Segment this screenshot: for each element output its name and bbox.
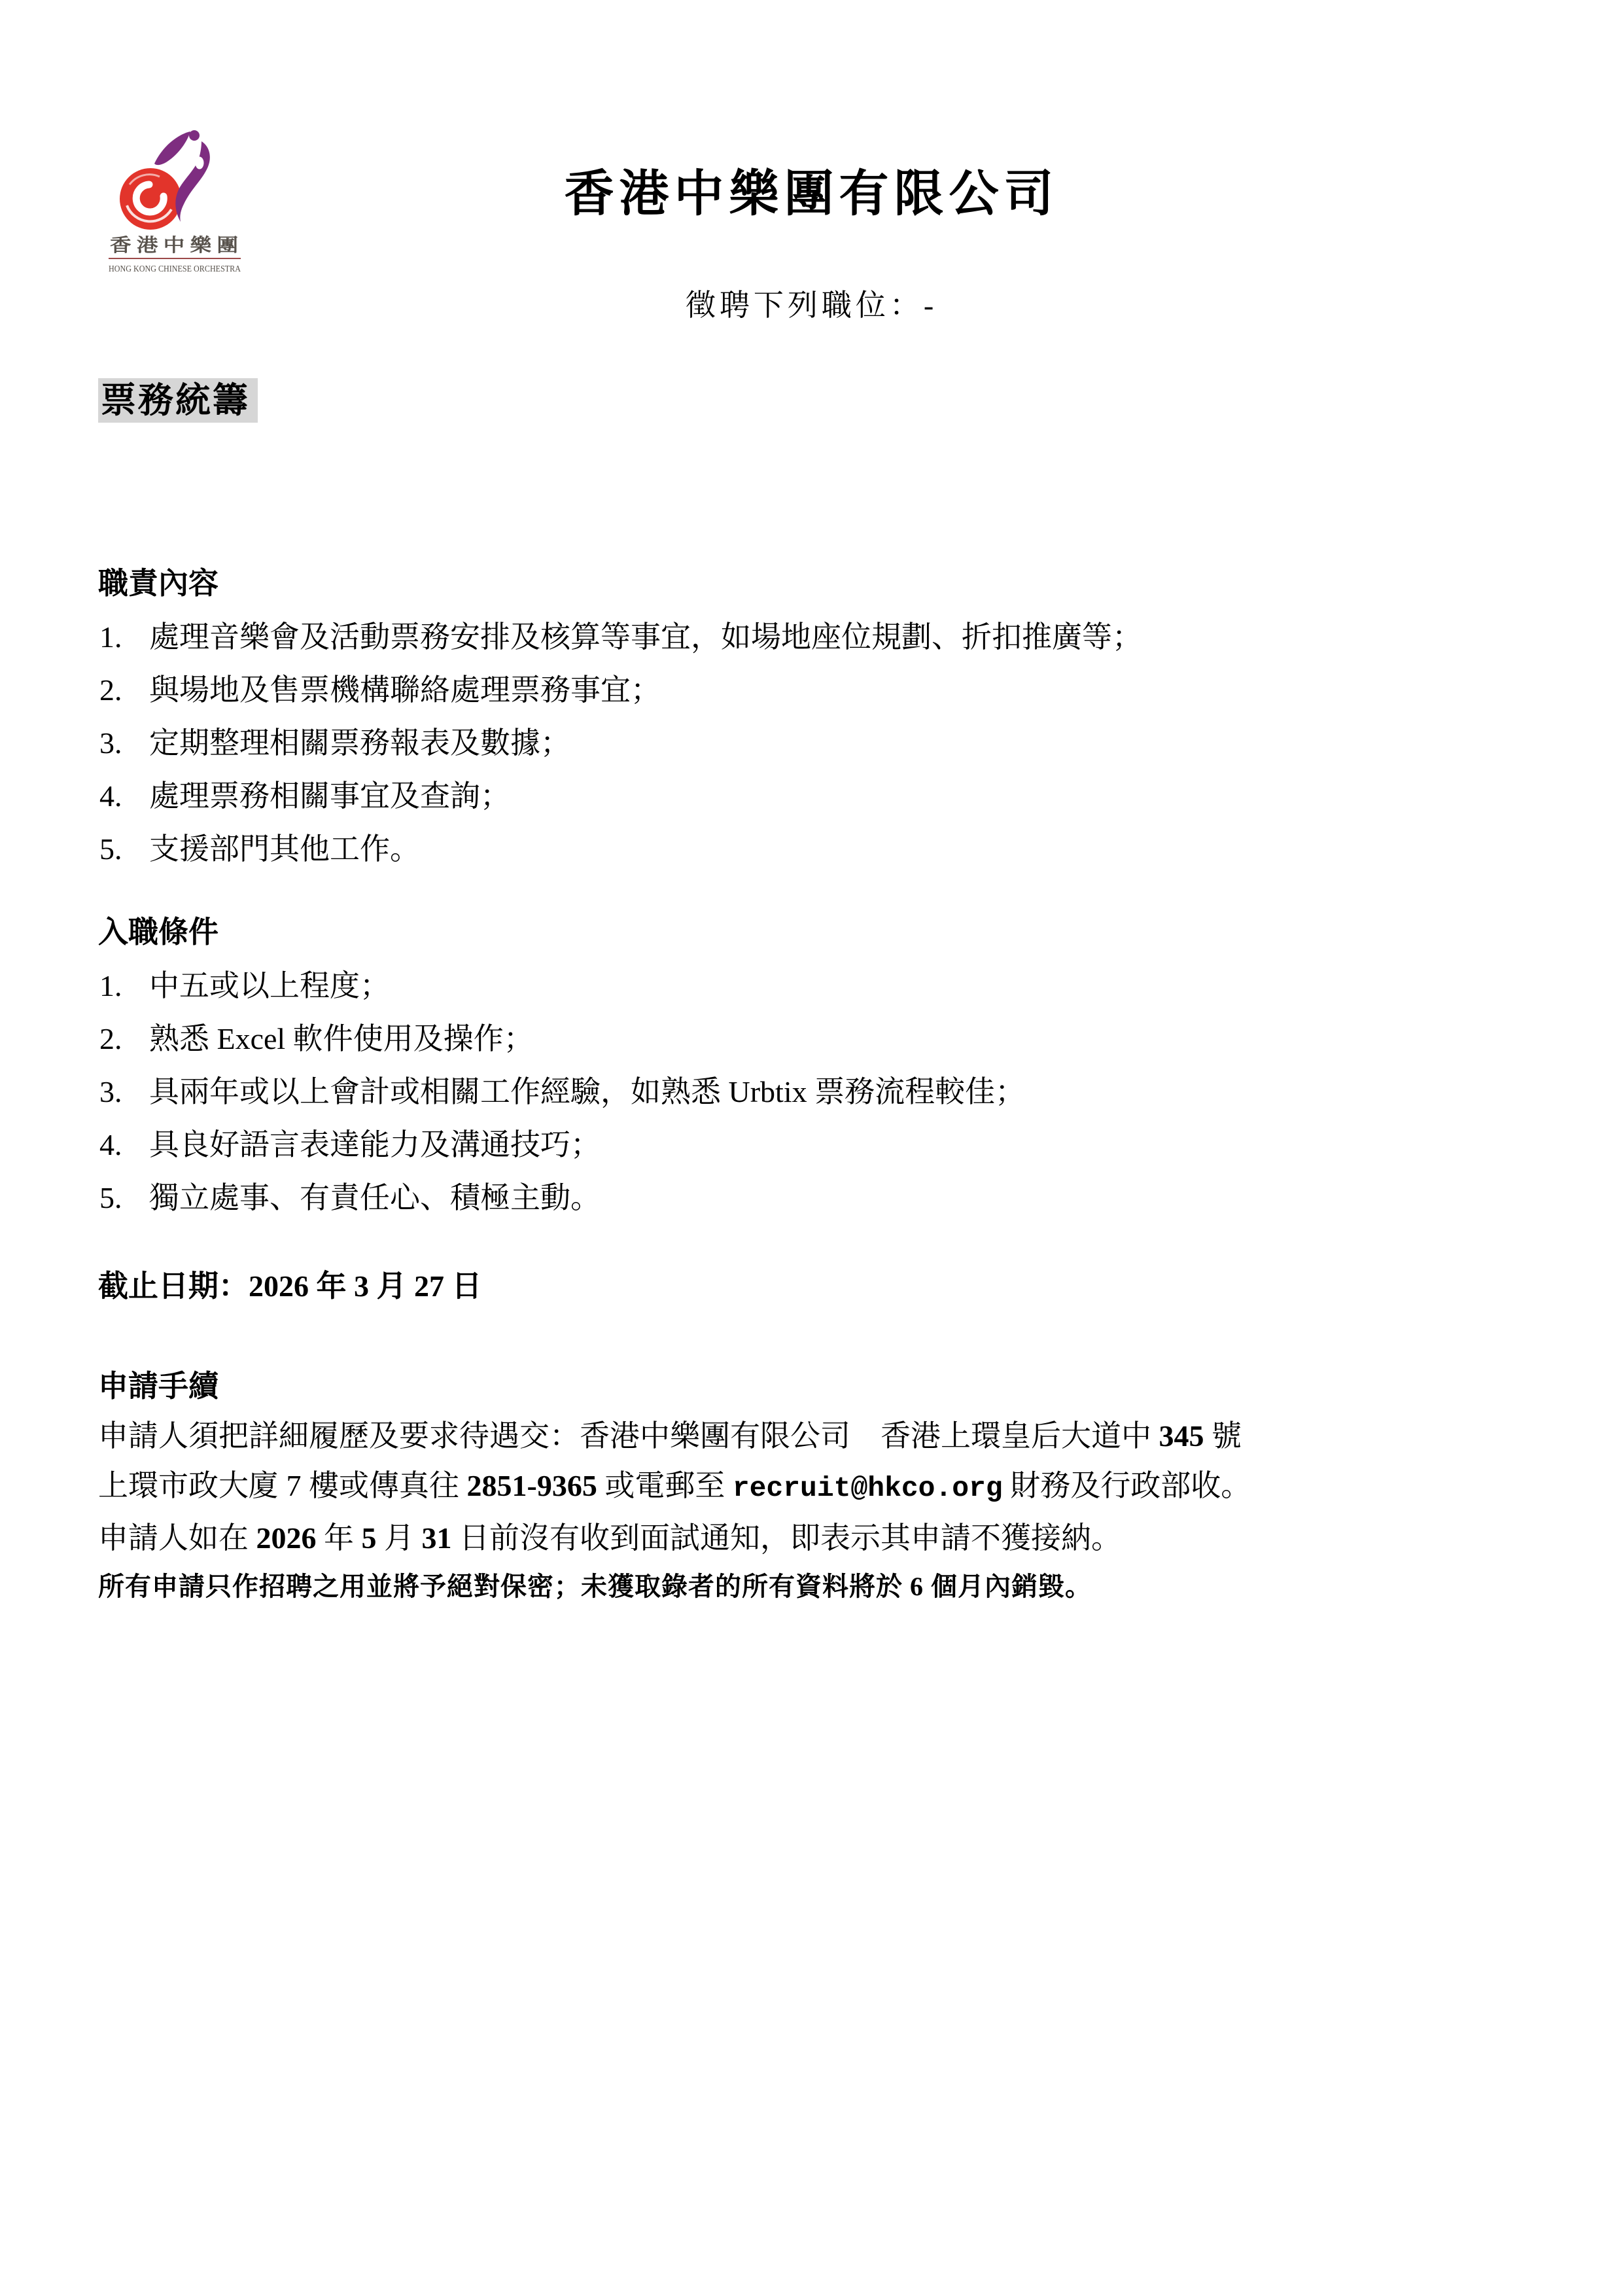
logo-english-name: HONG KONG CHINESE ORCHESTRA bbox=[109, 264, 241, 274]
page-title: 香港中樂團有限公司 bbox=[564, 167, 1059, 222]
document-body bbox=[0, 378, 1623, 1605]
job-title-row bbox=[98, 378, 1433, 423]
list-item: 1. 中五或以上程度； bbox=[99, 969, 390, 1002]
list-item: 1. 處理音樂會及活動票務安排及核算等事宜，如場地座位規劃、折扣推廣等； bbox=[99, 620, 1142, 654]
hkco-logo bbox=[103, 126, 275, 284]
confidentiality-note: 所有申請只作招聘之用並將予絕對保密；未獲取錄者的所有資料將於 6 個月內銷毀。 bbox=[98, 1572, 1092, 1601]
paragraph-line: 上環市政大廈 7 樓或傳真往 2851-9365 或電郵至 recruit@hkco.org 財務及行政部收。 bbox=[98, 1469, 1251, 1504]
list-item: 4. 處理票務相關事宜及查詢； bbox=[99, 779, 510, 813]
job-title-highlight: 票務統籌 bbox=[98, 378, 258, 423]
requirements-list bbox=[98, 959, 1433, 1224]
list-item: 3. 具兩年或以上會計或相關工作經驗，如熟悉 Urbtix 票務流程較佳； bbox=[99, 1075, 1026, 1108]
deadline-line: 截止日期：2026 年 3 月 27 日 bbox=[98, 1269, 482, 1303]
duties-list bbox=[98, 610, 1433, 875]
logo-emblem bbox=[120, 130, 210, 230]
logo-chinese-name: 香 港 中 樂 團 bbox=[110, 236, 220, 256]
list-item: 3. 定期整理相關票務報表及數據； bbox=[99, 726, 570, 760]
section-heading-duties: 職責內容 bbox=[98, 567, 218, 600]
list-item: 4. 具良好語言表達能力及溝通技巧； bbox=[99, 1128, 601, 1161]
logo-red-swirl bbox=[120, 168, 181, 230]
section-heading-application: 申請手續 bbox=[98, 1369, 218, 1403]
page-subtitle: 徵聘下列職位：- bbox=[685, 289, 938, 322]
list-item: 5. 支援部門其他工作。 bbox=[99, 832, 420, 866]
list-item: 2. 與場地及售票機構聯絡處理票務事宜； bbox=[99, 673, 661, 707]
list-item: 5. 獨立處事、有責任心、積極主動。 bbox=[99, 1181, 601, 1214]
list-item: 2. 熟悉 Excel 軟件使用及操作； bbox=[99, 1022, 534, 1055]
paragraph-line: 申請人須把詳細履歷及要求待遇交：香港中樂團有限公司 香港上環皇后大道中 345 號 bbox=[98, 1419, 1242, 1453]
application-paragraph bbox=[98, 1411, 1433, 1563]
paragraph-line: 申請人如在 2026 年 5 月 31 日前沒有收到面試通知，即表示其申請不獲接納。 bbox=[98, 1521, 1121, 1555]
section-heading-requirements: 入職條件 bbox=[98, 915, 218, 949]
